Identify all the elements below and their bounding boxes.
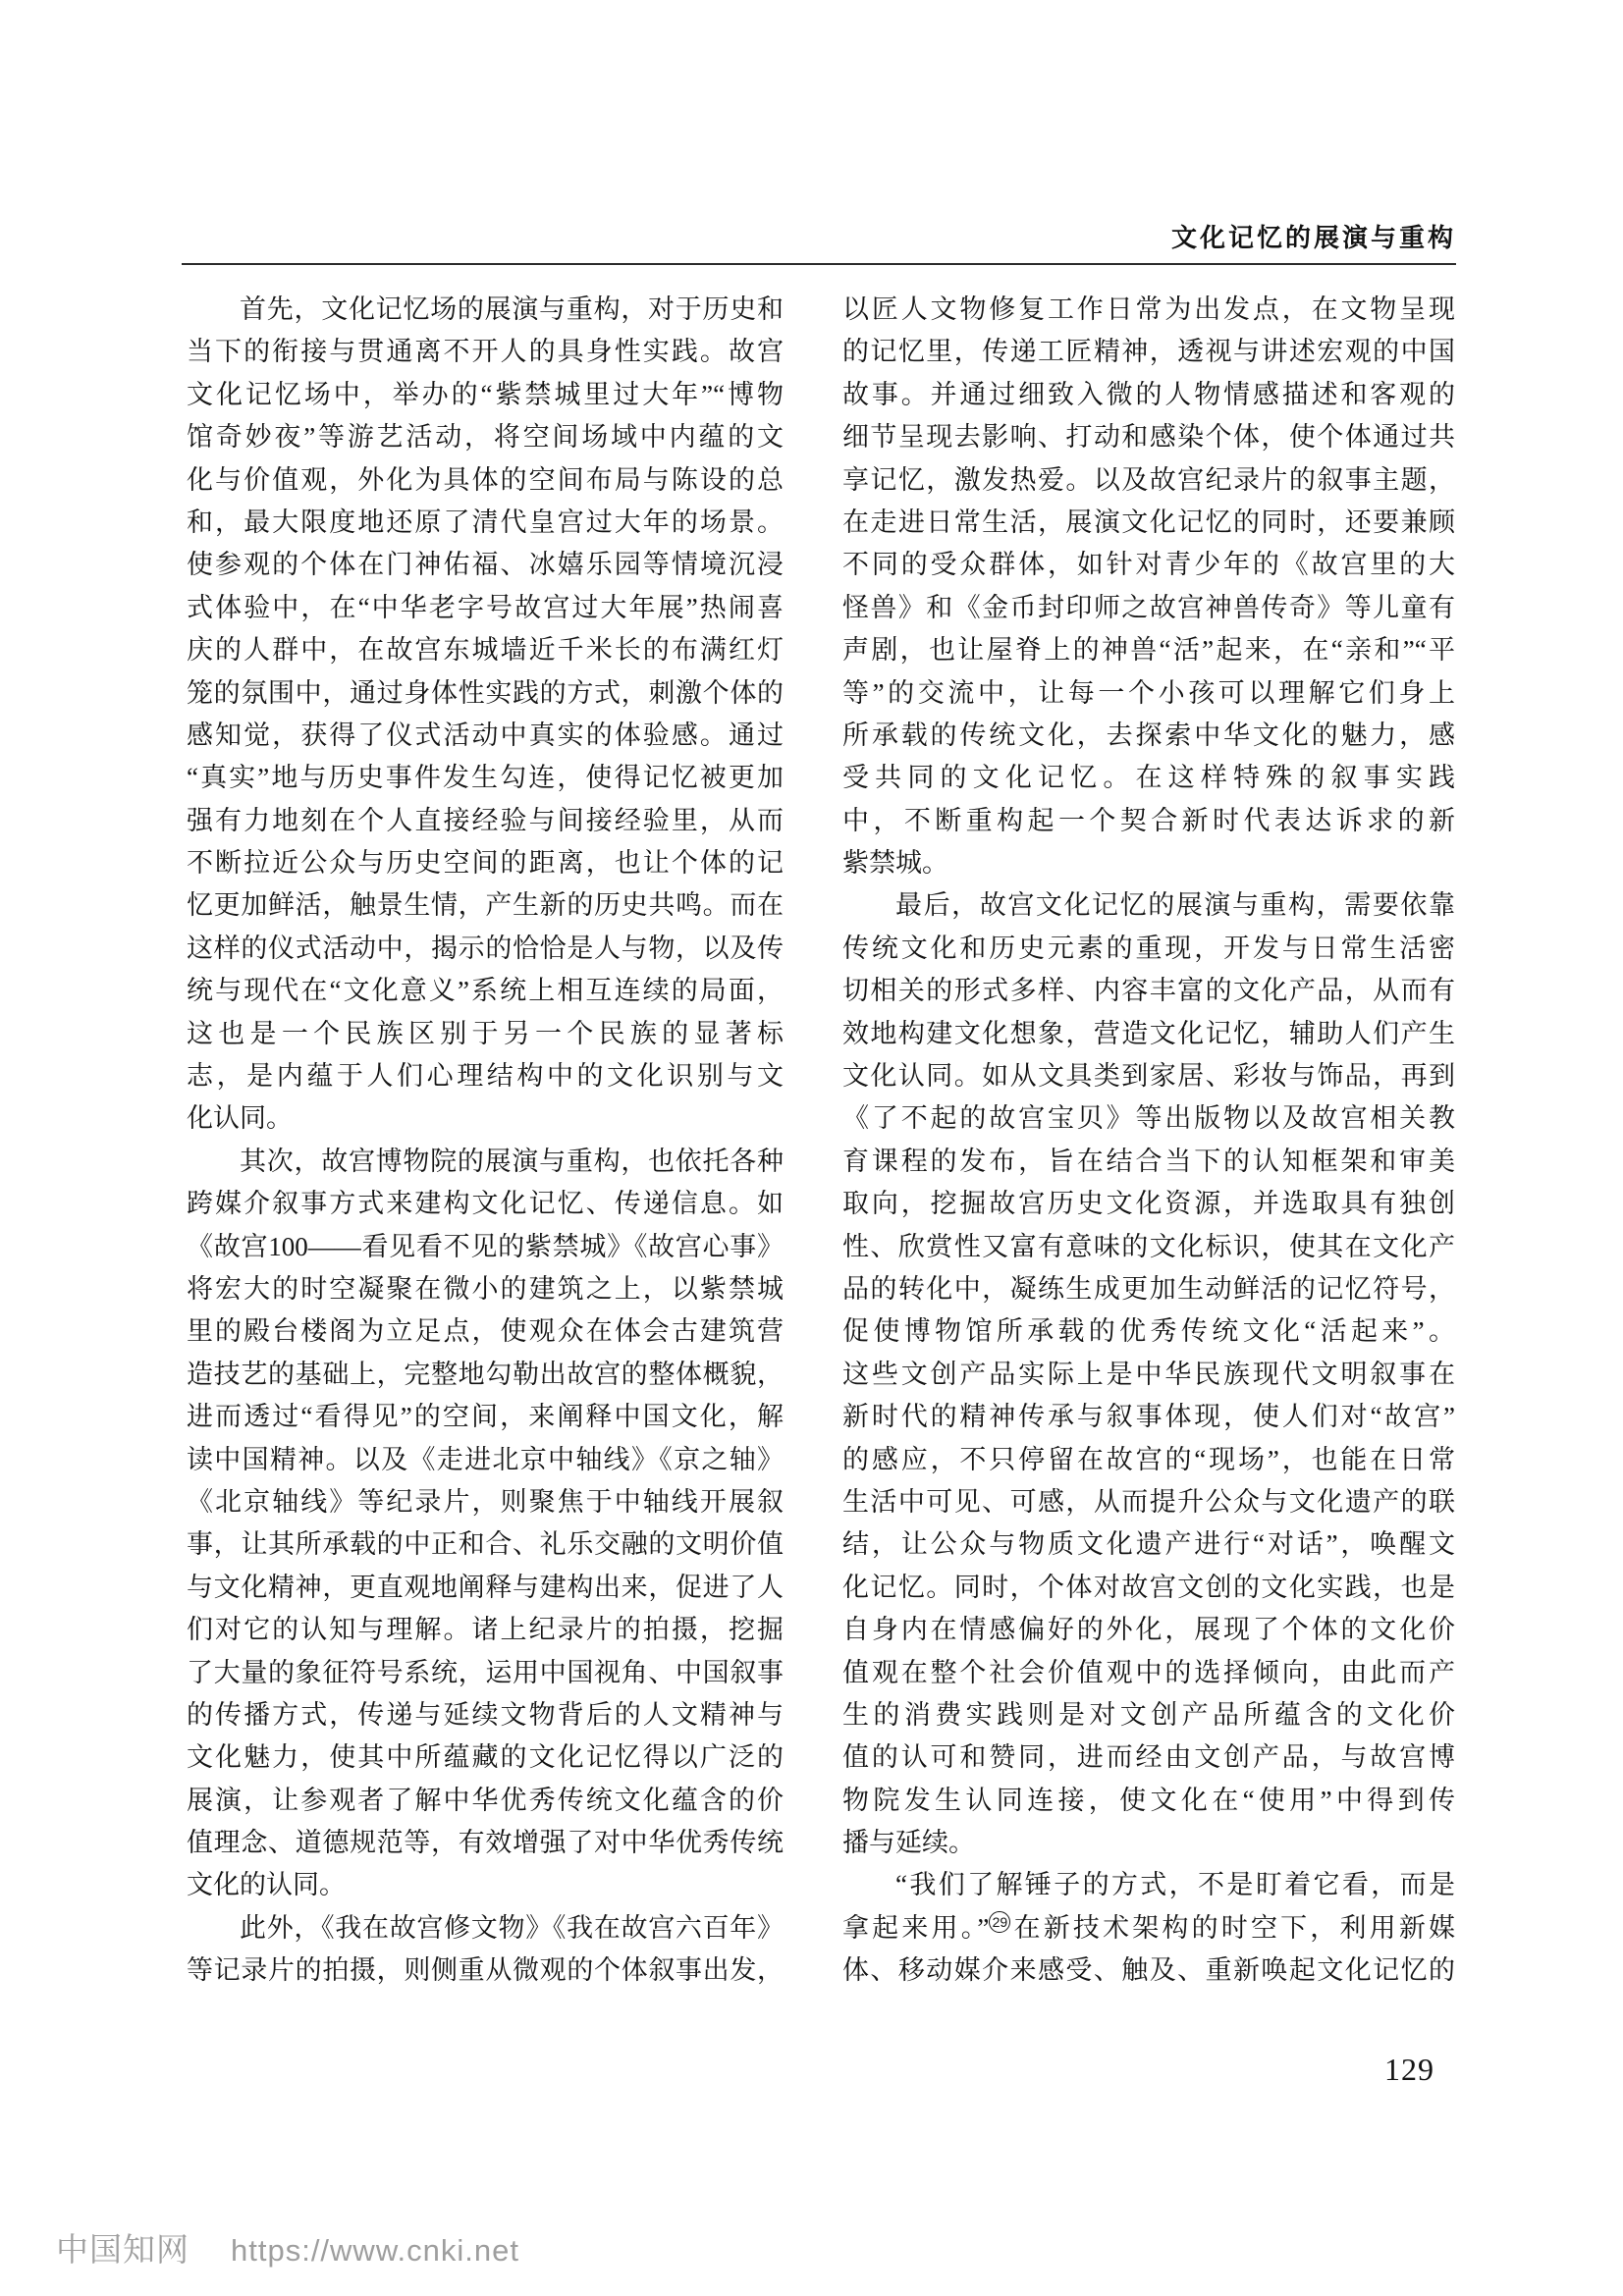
text-line: 细节呈现去影响、打动和感染个体，使个体通过共 bbox=[842, 422, 1455, 453]
text-line: 播与延续。 bbox=[842, 1828, 975, 1858]
text-line: 当下的衔接与贯通离不开人的具身性实践。故宫 bbox=[187, 337, 784, 367]
text-line: 了大量的象征符号系统，运用中国视角、中国叙事 bbox=[187, 1657, 784, 1687]
text-line: 紫禁城。 bbox=[842, 848, 948, 879]
text-line: 此外，《我在故宫修文物》《我在故宫六百年》 bbox=[240, 1912, 784, 1943]
text-line: 值的认可和赞同，进而经由文创产品，与故宫博 bbox=[842, 1742, 1455, 1773]
text-line: 生的消费实践则是对文创产品所蕴含的文化价 bbox=[842, 1699, 1455, 1730]
text-column-right bbox=[842, 289, 1455, 1993]
text-line: 进而透过“看得见”的空间，来阐释中国文化，解 bbox=[187, 1402, 784, 1432]
text-line: 切相关的形式多样、内容丰富的文化产品，从而有 bbox=[842, 976, 1455, 1006]
text-line: 首先，文化记忆场的展演与重构，对于历史和 bbox=[240, 294, 784, 324]
text-line: 《了不起的故宫宝贝》等出版物以及故宫相关教 bbox=[842, 1103, 1455, 1134]
text-line: 所承载的传统文化，去探索中华文化的魅力，感 bbox=[842, 720, 1455, 750]
text-line: 读中国精神。以及《走进北京中轴线》《京之轴》 bbox=[187, 1444, 784, 1474]
text-line: 这样的仪式活动中，揭示的恰恰是人与物，以及传 bbox=[187, 933, 784, 963]
text-line: 的传播方式，传递与延续文物背后的人文精神与 bbox=[187, 1699, 784, 1730]
text-line: 笼的氛围中，通过身体性实践的方式，刺激个体的 bbox=[187, 677, 784, 708]
text-line: 化记忆。同时，个体对故宫文创的文化实践，也是 bbox=[842, 1572, 1455, 1602]
text-line: 育课程的发布，旨在结合当下的认知框架和审美 bbox=[842, 1146, 1455, 1176]
text-line: 们对它的认知与理解。诸上纪录片的拍摄，挖掘 bbox=[187, 1615, 784, 1645]
text-line: 怪兽》和《金币封印师之故宫神兽传奇》等儿童有 bbox=[842, 592, 1455, 622]
text-line: 其次，故宫博物院的展演与重构，也依托各种 bbox=[240, 1146, 784, 1176]
text-line: 强有力地刻在个人直接经验与间接经验里，从而 bbox=[187, 805, 784, 835]
text-line: 化认同。 bbox=[187, 1103, 293, 1134]
text-line: 效地构建文化想象，营造文化记忆，辅助人们产生 bbox=[842, 1018, 1455, 1048]
text-line: 等记录片的拍摄，则侧重从微观的个体叙事出发， bbox=[187, 1955, 784, 1986]
text-line: 的感应，不只停留在故宫的“现场”，也能在日常 bbox=[842, 1444, 1455, 1474]
text-line: 拿起来用。” $^{29}$ 在新技术架构的时空下，利用新媒 bbox=[842, 1912, 1455, 1943]
text-line: 这也是一个民族区别于另一个民族的显著标 bbox=[187, 1018, 784, 1048]
text-line: 忆更加鲜活，触景生情，产生新的历史共鸣。而在 bbox=[187, 890, 784, 921]
header-rule bbox=[182, 263, 1456, 265]
text-line: 物院发生认同连接，使文化在“使用”中得到传 bbox=[842, 1785, 1455, 1815]
text-line: 传统文化和历史元素的重现，开发与日常生活密 bbox=[842, 933, 1455, 963]
text-line: 值理念、道德规范等，有效增强了对中华优秀传统 bbox=[187, 1828, 784, 1858]
text-line: 和，最大限度地还原了清代皇宫过大年的场景。 bbox=[187, 507, 784, 537]
text-line: 馆奇妙夜”等游艺活动，将空间场域中内蕴的文 bbox=[187, 422, 784, 453]
text-line: 跨媒介叙事方式来建构文化记忆、传递信息。如 bbox=[187, 1189, 784, 1219]
cnki-site-name: 中国知网 bbox=[56, 2231, 189, 2268]
text-line: 结，让公众与物质文化遗产进行“对话”，唤醒文 bbox=[842, 1529, 1455, 1560]
text-line: 故事。并通过细致入微的人物情感描述和客观的 bbox=[842, 379, 1455, 409]
text-line: 《故宫100——看见看不见的紫禁城》《故宫心事》 bbox=[187, 1231, 784, 1261]
text-line: 《北京轴线》等纪录片，则聚焦于中轴线开展叙 bbox=[187, 1486, 784, 1517]
text-line: 统与现代在“文化意义”系统上相互连续的局面， bbox=[187, 976, 784, 1006]
text-line: 取向，挖掘故宫历史文化资源，并选取具有独创 bbox=[842, 1189, 1455, 1219]
text-line: 这些文创产品实际上是中华民族现代文明叙事在 bbox=[842, 1359, 1455, 1389]
text-line: 造技艺的基础上，完整地勾勒出故宫的整体概貌， bbox=[187, 1359, 784, 1389]
text-line: 事，让其所承载的中正和合、礼乐交融的文明价值 bbox=[187, 1529, 784, 1560]
text-line: 受共同的文化记忆。在这样特殊的叙事实践 bbox=[842, 763, 1455, 793]
text-line: “我们了解锤子的方式，不是盯着它看，而是 bbox=[895, 1870, 1455, 1900]
text-line: 品的转化中，凝练生成更加生动鲜活的记忆符号， bbox=[842, 1273, 1455, 1304]
text-line: 文化认同。如从文具类到家居、彩妆与饰品，再到 bbox=[842, 1061, 1455, 1092]
text-line: 自身内在情感偏好的外化，展现了个体的文化价 bbox=[842, 1615, 1455, 1645]
running-header-title: 文化记忆的展演与重构 bbox=[1170, 223, 1456, 252]
text-line: 感知觉，获得了仪式活动中真实的体验感。通过 bbox=[187, 720, 784, 750]
text-line: 式体验中，在“中华老字号故宫过大年展”热闹喜 bbox=[187, 592, 784, 622]
text-line: 值观在整个社会价值观中的选择倾向，由此而产 bbox=[842, 1657, 1455, 1687]
text-line: 体、移动媒介来感受、触及、重新唤起文化记忆的 bbox=[842, 1955, 1455, 1986]
footnote-marker: 29 bbox=[989, 1911, 1010, 1933]
text-line: 文化的认同。 bbox=[187, 1870, 346, 1900]
text-line: 庆的人群中，在故宫东城墙近千米长的布满红灯 bbox=[187, 635, 784, 666]
text-line: 化与价值观，外化为具体的空间布局与陈设的总 bbox=[187, 464, 784, 495]
text-line: 使参观的个体在门神佑福、冰嬉乐园等情境沉浸 bbox=[187, 550, 784, 580]
text-line: 声剧，也让屋脊上的神兽“活”起来，在“亲和”“平 bbox=[842, 635, 1455, 666]
text-line: 以匠人文物修复工作日常为出发点，在文物呈现 bbox=[842, 294, 1455, 324]
text-line: 与文化精神，更直观地阐释与建构出来，促进了人 bbox=[187, 1572, 784, 1602]
text-line: 的记忆里，传递工匠精神，透视与讲述宏观的中国 bbox=[842, 337, 1455, 367]
text-line: 展演，让参观者了解中华优秀传统文化蕴含的价 bbox=[187, 1785, 784, 1815]
page-number: 129 bbox=[1384, 2052, 1434, 2087]
text-line: 志，是内蕴于人们心理结构中的文化识别与文 bbox=[187, 1061, 784, 1092]
cnki-site-url: https://www.cnki.net bbox=[231, 2233, 519, 2268]
text-column-left bbox=[187, 289, 784, 1993]
text-line: 促使博物馆所承载的优秀传统文化“活起来”。 bbox=[842, 1316, 1455, 1347]
text-line: 性、欣赏性又富有意味的文化标识，使其在文化产 bbox=[842, 1231, 1455, 1261]
text-line: 不同的受众群体，如针对青少年的《故宫里的大 bbox=[842, 550, 1455, 580]
text-line: 将宏大的时空凝聚在微小的建筑之上，以紫禁城 bbox=[187, 1273, 784, 1304]
text-line: 中，不断重构起一个契合新时代表达诉求的新 bbox=[842, 805, 1455, 835]
cnki-watermark bbox=[56, 2224, 519, 2270]
text-line: 最后，故宫文化记忆的展演与重构，需要依靠 bbox=[895, 890, 1455, 921]
text-line: 新时代的精神传承与叙事体现，使人们对“故宫” bbox=[842, 1402, 1455, 1432]
text-line: 文化记忆场中，举办的“紫禁城里过大年”“博物 bbox=[187, 379, 784, 409]
text-line: 在走进日常生活，展演文化记忆的同时，还要兼顾 bbox=[842, 507, 1455, 537]
text-line: 等”的交流中，让每一个小孩可以理解它们身上 bbox=[842, 677, 1455, 708]
text-line: 里的殿台楼阁为立足点，使观众在体会古建筑营 bbox=[187, 1316, 784, 1347]
text-line: 享记忆，激发热爱。以及故宫纪录片的叙事主题， bbox=[842, 464, 1455, 495]
text-line: 不断拉近公众与历史空间的距离，也让个体的记 bbox=[187, 848, 784, 879]
text-line: “真实”地与历史事件发生勾连，使得记忆被更加 bbox=[187, 763, 784, 793]
text-line: 文化魅力，使其中所蕴藏的文化记忆得以广泛的 bbox=[187, 1742, 784, 1773]
text-line: 生活中可见、可感，从而提升公众与文化遗产的联 bbox=[842, 1486, 1455, 1517]
